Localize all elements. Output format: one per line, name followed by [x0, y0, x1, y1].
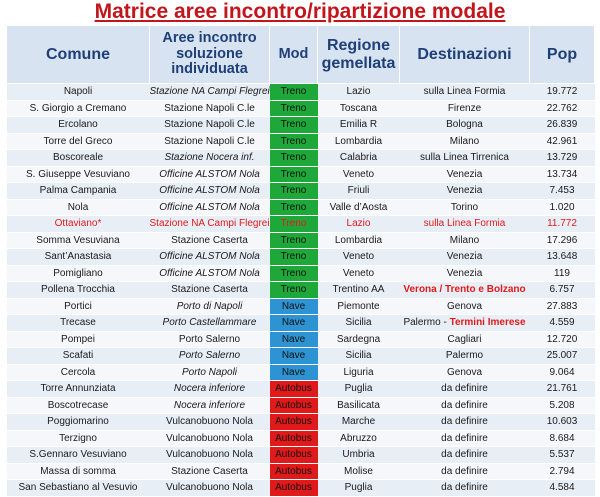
cell-pop: 1.020 [530, 199, 595, 216]
cell-modalita: Autobus [270, 463, 318, 480]
header-soluzione: Aree incontro soluzione individuata [150, 26, 270, 84]
cell-soluzione: Porto di Napoli [150, 298, 270, 315]
table-row [7, 84, 595, 101]
cell-regione: Umbria [318, 447, 400, 464]
table-row [7, 414, 595, 431]
cell-regione: Molise [318, 463, 400, 480]
cell-comune: San Sebastiano al Vesuvio [7, 480, 150, 497]
cell-comune: Pomigliano [7, 265, 150, 282]
cell-pop: 8.684 [530, 430, 595, 447]
cell-regione: Emilia R [318, 117, 400, 134]
cell-pop: 5.537 [530, 447, 595, 464]
cell-modalita: Treno [270, 100, 318, 117]
cell-soluzione: Officine ALSTOM Nola [150, 249, 270, 266]
cell-regione: Lazio [318, 216, 400, 233]
matrix-table [6, 25, 595, 497]
cell-modalita: Treno [270, 183, 318, 200]
cell-destinazione: Venezia [400, 249, 530, 266]
cell-pop: 11.772 [530, 216, 595, 233]
cell-modalita: Treno [270, 282, 318, 299]
header-mod: Mod [270, 26, 318, 84]
cell-soluzione: Nocera inferiore [150, 381, 270, 398]
cell-destinazione: da definire [400, 397, 530, 414]
cell-comune: S. Giorgio a Cremano [7, 100, 150, 117]
destinazione-text: Palermo - [403, 317, 450, 329]
cell-soluzione: Stazione Caserta [150, 232, 270, 249]
cell-pop: 119 [530, 265, 595, 282]
cell-modalita: Autobus [270, 397, 318, 414]
table-row [7, 364, 595, 381]
cell-soluzione: Vulcanobuono Nola [150, 447, 270, 464]
destinazione-extra: Termini Imerese [449, 317, 526, 329]
table-row [7, 463, 595, 480]
cell-regione: Calabria [318, 150, 400, 167]
cell-soluzione: Porto Salerno [150, 348, 270, 365]
cell-soluzione: Vulcanobuono Nola [150, 430, 270, 447]
cell-modalita: Autobus [270, 414, 318, 431]
table-row [7, 216, 595, 233]
cell-destinazione: Torino [400, 199, 530, 216]
cell-pop: 12.720 [530, 331, 595, 348]
cell-modalita: Treno [270, 265, 318, 282]
cell-soluzione: Stazione Nocera inf. [150, 150, 270, 167]
cell-pop: 42.961 [530, 133, 595, 150]
cell-comune: Pollena Trocchia [7, 282, 150, 299]
cell-destinazione: sulla Linea Formia [400, 84, 530, 101]
cell-modalita: Treno [270, 166, 318, 183]
cell-modalita: Treno [270, 133, 318, 150]
cell-destinazione: Milano [400, 232, 530, 249]
header-pop: Pop [530, 26, 595, 84]
cell-comune: Portici [7, 298, 150, 315]
table-row [7, 381, 595, 398]
header-destinazioni: Destinazioni [400, 26, 530, 84]
cell-pop: 5.208 [530, 397, 595, 414]
cell-soluzione: Vulcanobuono Nola [150, 480, 270, 497]
table-row [7, 430, 595, 447]
cell-pop: 13.729 [530, 150, 595, 167]
cell-comune: Boscotrecase [7, 397, 150, 414]
cell-regione: Puglia [318, 480, 400, 497]
table-row [7, 282, 595, 299]
cell-destinazione: Palermo [400, 348, 530, 365]
cell-comune: Terzigno [7, 430, 150, 447]
cell-regione: Sardegna [318, 331, 400, 348]
cell-pop: 22.762 [530, 100, 595, 117]
cell-soluzione: Stazione Napoli C.le [150, 117, 270, 134]
cell-comune: Ottaviano* [7, 216, 150, 233]
cell-comune: Torre Annunziata [7, 381, 150, 398]
cell-destinazione: da definire [400, 381, 530, 398]
table-row [7, 150, 595, 167]
cell-regione: Lombardia [318, 133, 400, 150]
cell-comune: S. Giuseppe Vesuviano [7, 166, 150, 183]
cell-destinazione: Venezia [400, 265, 530, 282]
cell-pop: 19.772 [530, 84, 595, 101]
cell-destinazione: sulla Linea Formia [400, 216, 530, 233]
cell-modalita: Nave [270, 348, 318, 365]
cell-modalita: Nave [270, 315, 318, 332]
cell-comune: Pompei [7, 331, 150, 348]
cell-pop: 13.648 [530, 249, 595, 266]
cell-destinazione: Verona / Trento e Bolzano [400, 282, 530, 299]
cell-destinazione: da definire [400, 480, 530, 497]
cell-pop: 21.761 [530, 381, 595, 398]
cell-regione: Veneto [318, 265, 400, 282]
cell-modalita: Autobus [270, 480, 318, 497]
cell-destinazione: Venezia [400, 183, 530, 200]
cell-regione: Valle d’Aosta [318, 199, 400, 216]
cell-regione: Sicilia [318, 315, 400, 332]
cell-destinazione: Genova [400, 364, 530, 381]
cell-soluzione: Officine ALSTOM Nola [150, 183, 270, 200]
table-row [7, 232, 595, 249]
cell-soluzione: Stazione Caserta [150, 282, 270, 299]
cell-regione: Sicilia [318, 348, 400, 365]
table-row [7, 265, 595, 282]
cell-modalita: Treno [270, 199, 318, 216]
cell-modalita: Nave [270, 298, 318, 315]
table-row [7, 298, 595, 315]
cell-regione: Toscana [318, 100, 400, 117]
cell-regione: Lombardia [318, 232, 400, 249]
table-row [7, 183, 595, 200]
cell-destinazione: Bologna [400, 117, 530, 134]
cell-destinazione: da definire [400, 463, 530, 480]
cell-soluzione: Porto Salerno [150, 331, 270, 348]
cell-pop: 10.603 [530, 414, 595, 431]
cell-modalita: Autobus [270, 430, 318, 447]
cell-modalita: Nave [270, 331, 318, 348]
cell-comune: Napoli [7, 84, 150, 101]
table-row [7, 249, 595, 266]
cell-soluzione: Porto Napoli [150, 364, 270, 381]
table-row [7, 397, 595, 414]
cell-regione: Basilicata [318, 397, 400, 414]
cell-comune: Ercolano [7, 117, 150, 134]
cell-soluzione: Nocera inferiore [150, 397, 270, 414]
cell-regione: Abruzzo [318, 430, 400, 447]
header-regione: Regione gemellata [318, 26, 400, 84]
cell-soluzione: Stazione NA Campi Flegrei [150, 216, 270, 233]
cell-modalita: Treno [270, 232, 318, 249]
cell-comune: Cercola [7, 364, 150, 381]
cell-comune: S.Gennaro Vesuviano [7, 447, 150, 464]
cell-destinazione: da definire [400, 447, 530, 464]
cell-comune: Trecase [7, 315, 150, 332]
cell-soluzione: Vulcanobuono Nola [150, 414, 270, 431]
cell-soluzione: Officine ALSTOM Nola [150, 166, 270, 183]
page-title: Matrice aree incontro/ripartizione modale [94, 0, 506, 23]
cell-pop: 17.296 [530, 232, 595, 249]
cell-comune: Sant’Anastasia [7, 249, 150, 266]
cell-pop: 6.757 [530, 282, 595, 299]
cell-pop: 4.584 [530, 480, 595, 497]
cell-destinazione: Firenze [400, 100, 530, 117]
cell-modalita: Treno [270, 84, 318, 101]
cell-comune: Massa di somma [7, 463, 150, 480]
cell-pop: 2.794 [530, 463, 595, 480]
cell-modalita: Treno [270, 117, 318, 134]
cell-modalita: Nave [270, 364, 318, 381]
cell-soluzione: Stazione Napoli C.le [150, 133, 270, 150]
table-row [7, 480, 595, 497]
cell-modalita: Treno [270, 216, 318, 233]
cell-soluzione: Porto Castellammare [150, 315, 270, 332]
cell-modalita: Treno [270, 150, 318, 167]
cell-soluzione: Stazione Napoli C.le [150, 100, 270, 117]
cell-regione: Trentino AA [318, 282, 400, 299]
table-row [7, 166, 595, 183]
table-row [7, 117, 595, 134]
cell-soluzione: Officine ALSTOM Nola [150, 199, 270, 216]
cell-modalita: Treno [270, 249, 318, 266]
cell-regione: Marche [318, 414, 400, 431]
cell-regione: Piemonte [318, 298, 400, 315]
cell-regione: Veneto [318, 249, 400, 266]
table-row [7, 133, 595, 150]
table-row [7, 331, 595, 348]
cell-regione: Lazio [318, 84, 400, 101]
header-comune: Comune [7, 26, 150, 84]
cell-pop: 7.453 [530, 183, 595, 200]
cell-destinazione: Genova [400, 298, 530, 315]
cell-pop: 13.734 [530, 166, 595, 183]
table-row [7, 100, 595, 117]
cell-regione: Friuli [318, 183, 400, 200]
table-row [7, 348, 595, 365]
cell-pop: 25.007 [530, 348, 595, 365]
cell-destinazione: Milano [400, 133, 530, 150]
table-row [7, 447, 595, 464]
cell-destinazione: Cagliari [400, 331, 530, 348]
cell-comune: Palma Campania [7, 183, 150, 200]
cell-pop: 9.064 [530, 364, 595, 381]
cell-comune: Nola [7, 199, 150, 216]
cell-soluzione: Officine ALSTOM Nola [150, 265, 270, 282]
cell-comune: Poggiomarino [7, 414, 150, 431]
cell-modalita: Autobus [270, 381, 318, 398]
cell-comune: Torre del Greco [7, 133, 150, 150]
table-row [7, 315, 595, 332]
cell-pop: 26.839 [530, 117, 595, 134]
table-body [7, 84, 595, 497]
cell-modalita: Autobus [270, 447, 318, 464]
cell-destinazione: Venezia [400, 166, 530, 183]
cell-comune: Somma Vesuviana [7, 232, 150, 249]
cell-destinazione: da definire [400, 430, 530, 447]
cell-destinazione: sulla Linea Tirrenica [400, 150, 530, 167]
cell-destinazione: da definire [400, 414, 530, 431]
cell-regione: Veneto [318, 166, 400, 183]
cell-pop: 4.559 [530, 315, 595, 332]
cell-pop: 27.883 [530, 298, 595, 315]
cell-soluzione: Stazione Caserta [150, 463, 270, 480]
cell-soluzione: Stazione NA Campi Flegrei [150, 84, 270, 101]
cell-regione: Liguria [318, 364, 400, 381]
header-row [7, 26, 595, 84]
cell-comune: Boscoreale [7, 150, 150, 167]
table-row [7, 199, 595, 216]
cell-destinazione [400, 315, 530, 332]
cell-comune: Scafati [7, 348, 150, 365]
cell-regione: Puglia [318, 381, 400, 398]
